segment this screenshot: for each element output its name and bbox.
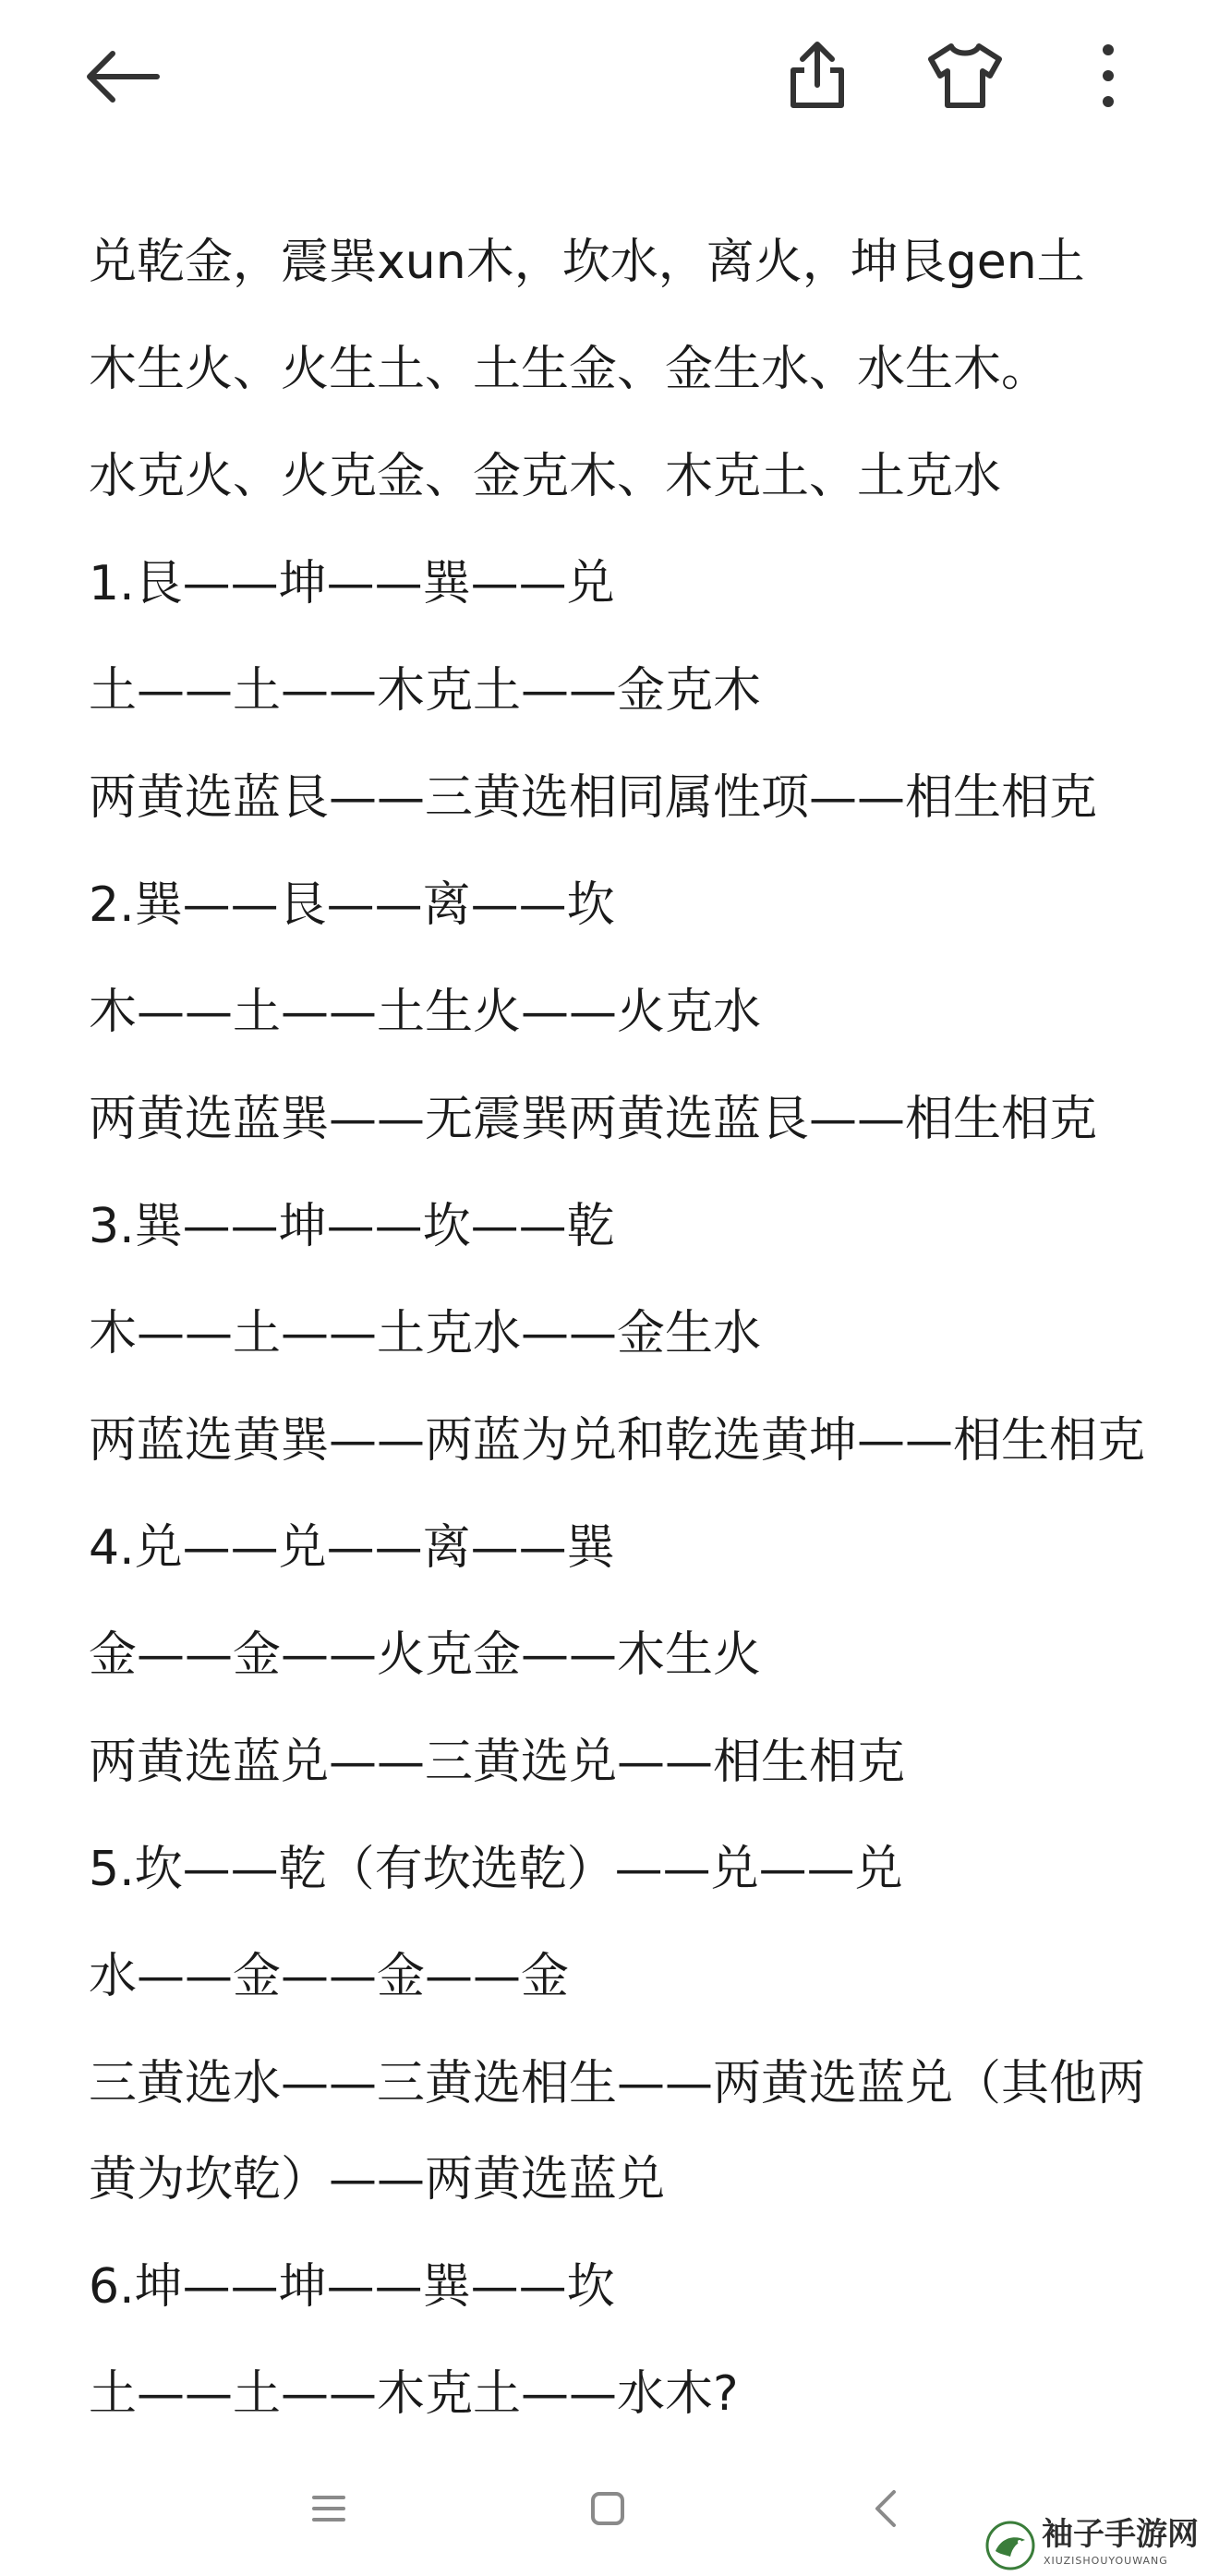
note-line: 木生火、火生土、土生金、金生水、水生木。 bbox=[89, 342, 1050, 397]
note-line: 2.巽——艮——离——坎 bbox=[89, 877, 615, 933]
square-home-icon[interactable] bbox=[587, 2488, 628, 2529]
note-line: 兑乾金，震巽xun木，坎水，离火，坤艮gen土 bbox=[89, 235, 1085, 290]
note-line: 水——金——金——金 bbox=[89, 1949, 570, 2004]
arrow-left-icon[interactable] bbox=[81, 44, 164, 109]
bird-logo-icon bbox=[984, 2520, 1036, 2571]
note-line: 两蓝选黄巽——两蓝为兑和乾选黄坤——相生相克 bbox=[89, 1413, 1146, 1469]
note-line: 两黄选蓝巽——无震巽两黄选蓝艮——相生相克 bbox=[89, 1092, 1098, 1147]
note-line: 两黄选蓝艮——三黄选相同属性项——相生相克 bbox=[89, 770, 1098, 826]
note-line: 土——土——木克土——金克木 bbox=[89, 663, 762, 719]
note-line: 1.艮——坤——巽——兑 bbox=[89, 556, 615, 611]
note-content bbox=[89, 209, 1160, 2448]
site-watermark bbox=[984, 2516, 1219, 2575]
menu-icon[interactable] bbox=[310, 2490, 347, 2527]
note-line: 两黄选蓝兑——三黄选兑——相生相克 bbox=[89, 1735, 906, 1790]
note-line: 5.坎——乾（有坎选乾）——兑——兑 bbox=[89, 1842, 903, 1897]
watermark-subtitle: XIUZISHOUYOUWANG bbox=[1044, 2555, 1168, 2567]
chevron-left-icon[interactable] bbox=[872, 2488, 899, 2529]
tshirt-icon[interactable] bbox=[923, 39, 1007, 113]
note-line: 土——土——木克土——水木? bbox=[89, 2366, 739, 2422]
note-line: 三黄选水——三黄选相生——两黄选蓝兑（其他两黄为坎乾）——两黄选蓝兑 bbox=[89, 2056, 1146, 2207]
note-line: 3.巽——坤——坎——乾 bbox=[89, 1199, 615, 1254]
share-icon[interactable] bbox=[780, 39, 854, 113]
note-line: 4.兑——兑——离——巽 bbox=[89, 1520, 615, 1576]
note-line: 水克火、火克金、金克木、木克土、土克水 bbox=[89, 449, 1002, 504]
note-line: 金——金——火克金——木生火 bbox=[89, 1627, 762, 1683]
note-line: 6.坤——坤——巽——坎 bbox=[89, 2259, 615, 2315]
note-line: 木——土——土生火——火克水 bbox=[89, 985, 762, 1040]
top-toolbar bbox=[0, 0, 1219, 157]
more-vertical-icon[interactable] bbox=[1085, 39, 1131, 113]
note-line: 木——土——土克水——金生水 bbox=[89, 1306, 762, 1361]
watermark-title: 袖子手游网 bbox=[1042, 2516, 1199, 2553]
